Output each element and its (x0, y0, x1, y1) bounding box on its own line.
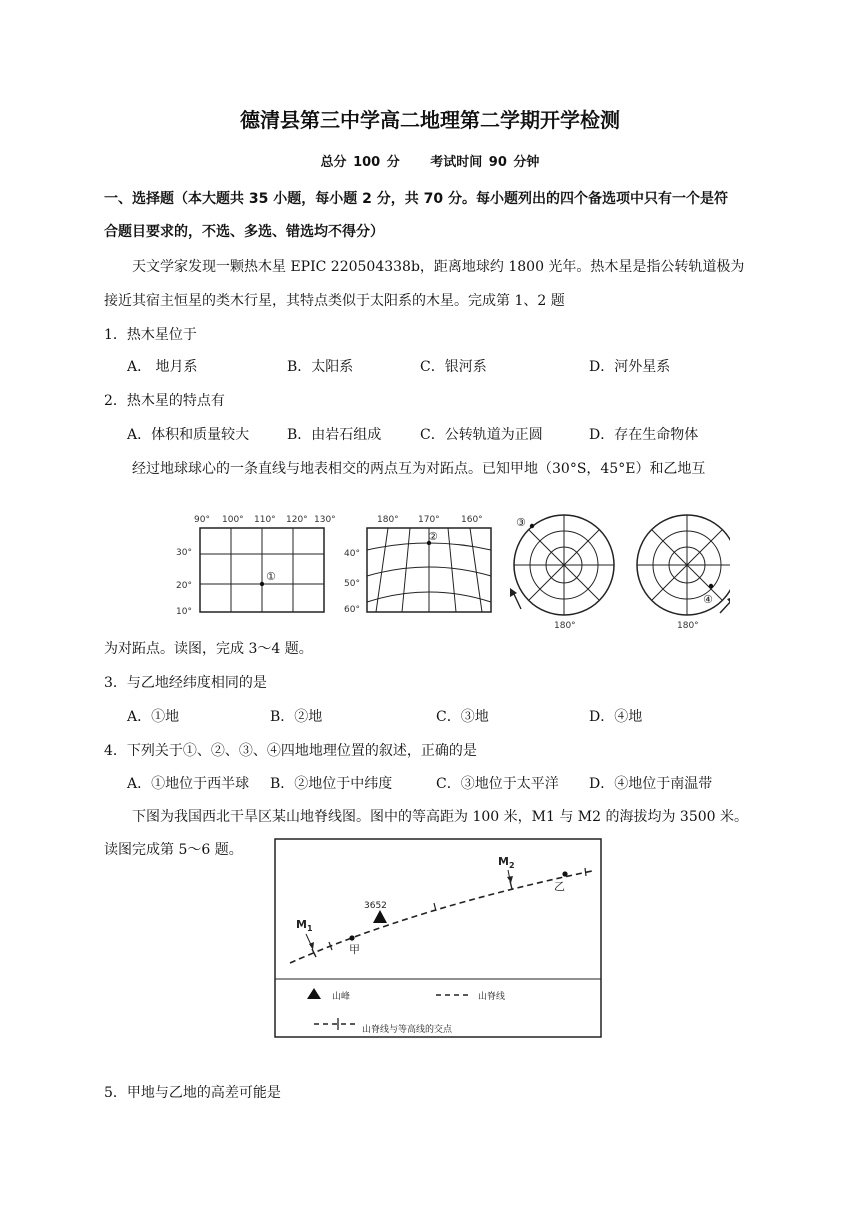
m1-label (296, 918, 313, 933)
q2-stem: 2．热木星的特点有 (104, 393, 225, 409)
grid1-top-label: 90° (194, 515, 210, 525)
q5-stem: 5．甲地与乙地的高差可能是 (104, 1085, 281, 1101)
latlong-figure (170, 508, 730, 632)
point-3-label: ③ (516, 516, 526, 529)
total-score: 总分 100 分 (320, 155, 400, 170)
grid1-left-label: 20° (176, 581, 192, 591)
passage2-line1: 经过地球球心的一条直线与地表相交的两点互为对跖点。已知甲地（30°S，45°E）和乙地互 (132, 461, 706, 477)
grid1-top-label: 100° (222, 515, 244, 525)
grid2-top-label: 170° (418, 515, 440, 525)
q3-option-d: D．④地 (589, 709, 643, 725)
passage3-line2: 读图完成第 5～6 题。 (104, 842, 243, 858)
q4-option-c: C．③地位于太平洋 (436, 776, 559, 792)
legend-cross-label: 山脊线与等高线的交点 (362, 1025, 453, 1035)
polar-map-2 (637, 515, 730, 631)
m2-subscript: 2 (508, 861, 515, 870)
q1-option-a: A． 地月系 (127, 359, 198, 375)
grid-map-1 (176, 515, 336, 617)
q3-option-a: A．①地 (127, 709, 180, 725)
ridge-line-figure (274, 838, 602, 1038)
q4-option-d: D．④地位于南温带 (589, 776, 713, 792)
ridge-line (290, 871, 592, 963)
grid2-top-label: 180° (377, 515, 399, 525)
peak-elevation: 3652 (364, 901, 387, 911)
passage1-line1: 天文学家发现一颗热木星 EPIC 220504338b，距离地球约 1800 光年。热木星是指公转轨道极为 (132, 259, 745, 275)
q2-option-d: D．存在生命物体 (589, 427, 699, 443)
grid2-left-label: 40° (344, 549, 360, 559)
point-yi-label: 乙 (554, 880, 565, 893)
legend-ridge-label: 山脊线 (478, 992, 506, 1002)
grid2-left-label: 60° (344, 605, 360, 615)
section-heading-line1: 一、选择题（本大题共 35 小题，每小题 2 分，共 70 分。每小题列出的四个备选项中只有一个是符 (104, 191, 728, 207)
passage1-line2: 接近其宿主恒星的类木行星，其特点类似于太阳系的木星。完成第 1、2 题 (104, 293, 565, 309)
point-jia-marker (349, 935, 354, 940)
legend-peak-label: 山峰 (332, 992, 351, 1002)
grid1-left-label: 10° (176, 607, 192, 617)
grid1-top-label: 130° (314, 515, 336, 525)
point-4-marker (709, 584, 713, 588)
mountain-peak-icon (373, 910, 387, 923)
grid2-left-label: 50° (344, 579, 360, 589)
point-2-label: ② (428, 530, 438, 543)
grid-map-2 (344, 515, 491, 615)
q4-stem: 4．下列关于①、②、③、④四地地理位置的叙述，正确的是 (104, 743, 477, 759)
exam-info (0, 151, 860, 170)
point-4-label: ④ (703, 593, 713, 606)
passage3-line1: 下图为我国西北干旱区某山地脊线图。图中的等高距为 100 米，M1 与 M2 的海拔均为 3500 米。 (132, 809, 748, 825)
exam-time: 考试时间 90 分钟 (430, 155, 540, 170)
grid1-left-label: 30° (176, 548, 192, 558)
q3-stem: 3．与乙地经纬度相同的是 (104, 675, 267, 691)
point-jia-label: 甲 (349, 943, 360, 956)
q4-option-b: B．②地位于中纬度 (270, 776, 393, 792)
grid2-top-label: 160° (461, 515, 483, 525)
point-3-marker (530, 524, 534, 528)
point-1-label: ① (266, 570, 276, 583)
polar-map-1 (510, 515, 614, 631)
q3-option-b: B．②地 (270, 709, 323, 725)
m2-label (498, 855, 515, 870)
m1-subscript: 1 (306, 924, 313, 933)
page-title: 德清县第三中学高二地理第二学期开学检测 (240, 108, 620, 132)
q1-option-d: D．河外星系 (589, 359, 671, 375)
passage2-line2: 为对跖点。读图，完成 3～4 题。 (104, 641, 313, 657)
grid1-top-label: 120° (286, 515, 308, 525)
q2-option-c: C．公转轨道为正圆 (420, 427, 543, 443)
q4-option-a: A．①地位于西半球 (127, 776, 250, 792)
q2-option-a: A．体积和质量较大 (127, 427, 250, 443)
q1-option-c: C．银河系 (420, 359, 487, 375)
polar2-bottom-label: 180° (677, 621, 699, 631)
polar1-bottom-label: 180° (554, 621, 576, 631)
q2-option-b: B．由岩石组成 (287, 427, 382, 443)
q1-stem: 1．热木星位于 (104, 327, 197, 343)
m2-letter: M (498, 855, 509, 868)
legend-peak-icon (307, 988, 321, 999)
point-1-marker (260, 582, 264, 586)
section-heading-line2: 合题目要求的，不选、多选、错选均不得分） (104, 224, 384, 240)
q1-option-b: B．太阳系 (287, 359, 354, 375)
grid1-top-label: 110° (254, 515, 276, 525)
m1-letter: M (296, 918, 307, 931)
point-yi-marker (562, 871, 567, 876)
q3-option-c: C．③地 (436, 709, 489, 725)
contour-intersection (585, 868, 586, 876)
